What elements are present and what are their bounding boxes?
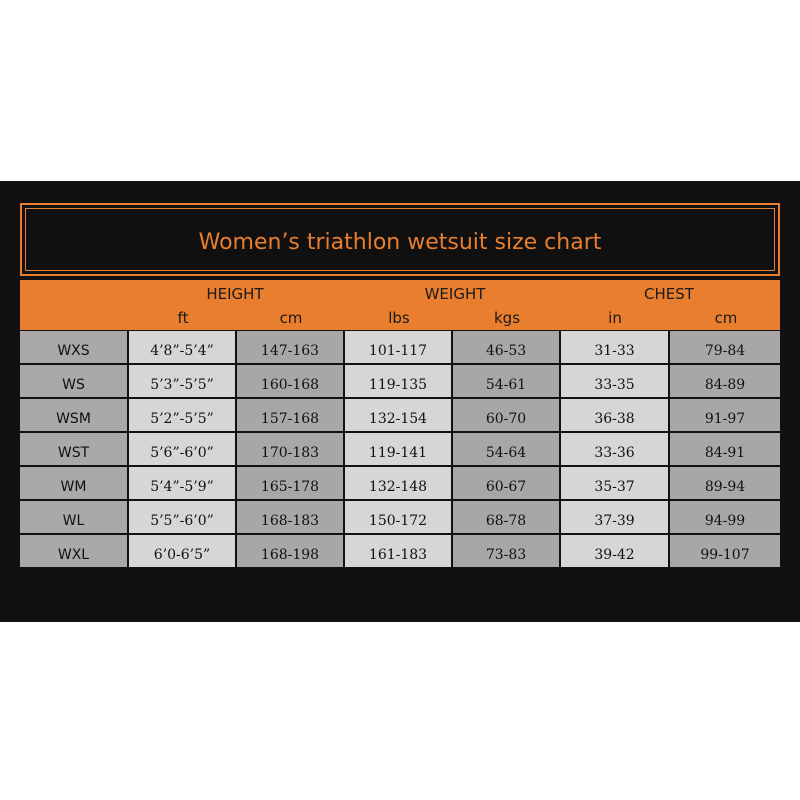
cell-ft: 5’3”-5’5” xyxy=(129,365,235,397)
cell-lbs: 150-172 xyxy=(345,501,451,533)
cell-in: 31-33 xyxy=(561,331,668,363)
cell-chest-cm: 79-84 xyxy=(670,331,780,363)
cell-in: 37-39 xyxy=(561,501,668,533)
cell-kgs: 73-83 xyxy=(453,535,559,567)
header-band xyxy=(20,280,780,330)
cell-cm: 160-168 xyxy=(237,365,343,397)
cell-lbs: 132-154 xyxy=(345,399,451,431)
cell-lbs: 101-117 xyxy=(345,331,451,363)
cell-cm: 157-168 xyxy=(237,399,343,431)
size-chart-panel xyxy=(0,181,800,622)
table-row xyxy=(20,399,780,431)
cell-kgs: 46-53 xyxy=(453,331,559,363)
cell-chest-cm: 94-99 xyxy=(670,501,780,533)
cell-lbs: 132-148 xyxy=(345,467,451,499)
cell-size: WL xyxy=(20,501,127,533)
unit-header-lbs: lbs xyxy=(388,309,410,327)
cell-size: WST xyxy=(20,433,127,465)
table-row xyxy=(20,433,780,465)
cell-kgs: 68-78 xyxy=(453,501,559,533)
cell-kgs: 54-64 xyxy=(453,433,559,465)
table-row xyxy=(20,331,780,363)
cell-chest-cm: 84-91 xyxy=(670,433,780,465)
cell-in: 39-42 xyxy=(561,535,668,567)
cell-size: WXS xyxy=(20,331,127,363)
cell-lbs: 119-135 xyxy=(345,365,451,397)
cell-ft: 5’5”-6’0” xyxy=(129,501,235,533)
unit-header-ft: ft xyxy=(177,309,189,327)
cell-size: WS xyxy=(20,365,127,397)
cell-cm: 168-183 xyxy=(237,501,343,533)
cell-kgs: 54-61 xyxy=(453,365,559,397)
cell-chest-cm: 89-94 xyxy=(670,467,780,499)
cell-ft: 4’8”-5’4” xyxy=(129,331,235,363)
cell-size: WSM xyxy=(20,399,127,431)
cell-size: WM xyxy=(20,467,127,499)
cell-chest-cm: 84-89 xyxy=(670,365,780,397)
cell-cm: 170-183 xyxy=(237,433,343,465)
cell-cm: 165-178 xyxy=(237,467,343,499)
unit-header-cm: cm xyxy=(279,309,303,327)
cell-cm: 168-198 xyxy=(237,535,343,567)
group-header-weight: WEIGHT xyxy=(424,285,486,303)
cell-ft: 5’4”-5’9” xyxy=(129,467,235,499)
cell-lbs: 119-141 xyxy=(345,433,451,465)
cell-in: 33-36 xyxy=(561,433,668,465)
cell-chest-cm: 99-107 xyxy=(670,535,780,567)
cell-size: WXL xyxy=(20,535,127,567)
cell-cm: 147-163 xyxy=(237,331,343,363)
table-row xyxy=(20,501,780,533)
cell-lbs: 161-183 xyxy=(345,535,451,567)
chart-title: Women’s triathlon wetsuit size chart xyxy=(198,230,602,255)
group-header-height: HEIGHT xyxy=(206,285,264,303)
cell-in: 35-37 xyxy=(561,467,668,499)
cell-chest-cm: 91-97 xyxy=(670,399,780,431)
unit-header-chest-cm: cm xyxy=(714,309,738,327)
cell-ft: 5’6”-6’0” xyxy=(129,433,235,465)
table-row xyxy=(20,365,780,397)
cell-kgs: 60-70 xyxy=(453,399,559,431)
cell-in: 36-38 xyxy=(561,399,668,431)
group-header-chest: CHEST xyxy=(644,285,694,303)
cell-ft: 6’0-6’5” xyxy=(129,535,235,567)
cell-in: 33-35 xyxy=(561,365,668,397)
table-row xyxy=(20,467,780,499)
cell-kgs: 60-67 xyxy=(453,467,559,499)
unit-header-kgs: kgs xyxy=(493,309,521,327)
unit-header-in: in xyxy=(608,309,622,327)
cell-ft: 5’2”-5’5” xyxy=(129,399,235,431)
table-row xyxy=(20,535,780,567)
